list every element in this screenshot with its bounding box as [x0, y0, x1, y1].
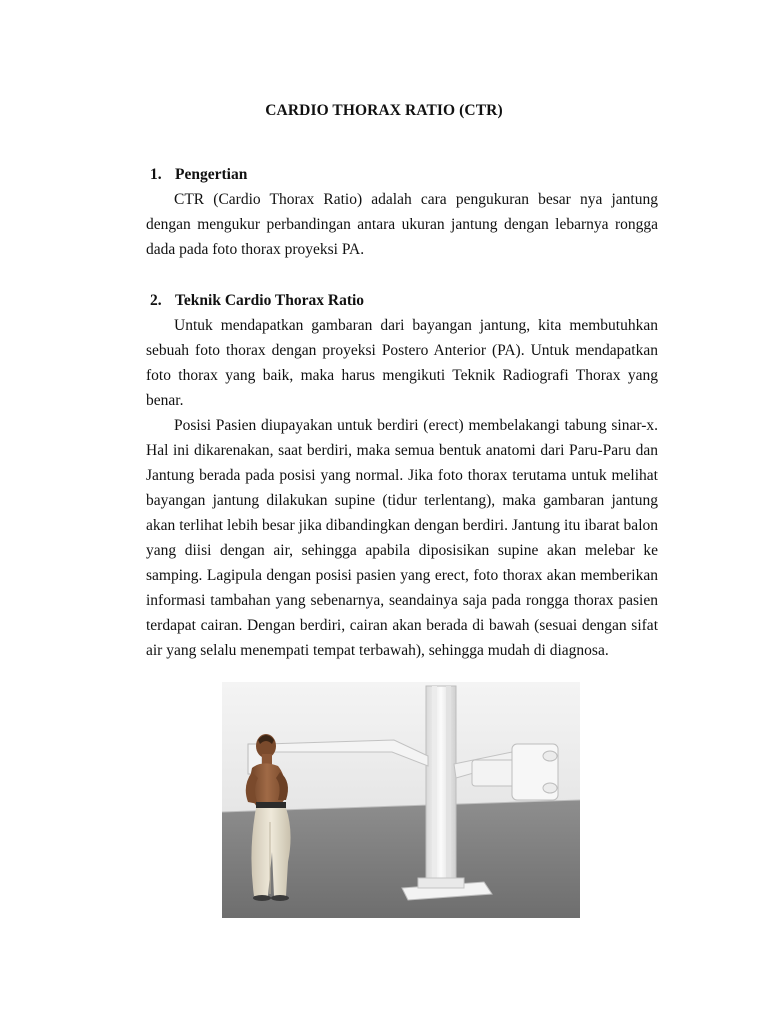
section-number: 1. — [150, 166, 162, 183]
section-number: 2. — [150, 292, 162, 309]
section-title: Teknik Cardio Thorax Ratio — [175, 292, 365, 309]
page-title: CARDIO THORAX RATIO (CTR) — [265, 102, 503, 119]
xray-positioning-illustration — [222, 682, 580, 918]
section-heading-pengertian — [150, 166, 247, 184]
paragraph-teknik-2: Posisi Pasien diupayakan untuk berdiri (erect) membelakangi tabung sinar-x. Hal ini dikarenakan, saat berdiri, maka semua bentuk anatomi dari Paru-Paru dan Jantung berada pada posisi yang normal. Jika foto thorax terutama untuk melihat bayangan jantung dilakukan supine (tidur terlentang), maka gambaran jantung akan terlihat lebih besar jika dibandingkan dengan berdiri. Jantung itu ibarat balon yang diisi dengan air, sehingga apabila diposisikan supine akan melebar ke samping. Lagipula dengan posisi pasien yang erect, foto thorax akan memberikan informasi tambahan yang sebenarnya, seandainya saja pada rongga thorax pasien terdapat cairan. Dengan berdiri, cairan akan berada di bawah (sesuai dengan sifat air yang selalu menempati tempat terbawah), sehingga mudah di diagnosa. — [146, 417, 658, 659]
section-heading-teknik — [150, 292, 364, 310]
paragraph-pengertian: CTR (Cardio Thorax Ratio) adalah cara pengukuran besar nya jantung dengan mengukur perbandingan antara ukuran jantung dengan lebarnya rongga dada pada foto thorax proyeksi PA. — [146, 191, 658, 258]
paragraph-teknik-1: Untuk mendapatkan gambaran dari bayangan jantung, kita membutuhkan sebuah foto thorax dengan proyeksi Postero Anterior (PA). Untuk mendapatkan foto thorax yang baik, maka harus mengikuti Teknik Radiografi Thorax yang benar. — [146, 317, 658, 409]
section-title: Pengertian — [175, 166, 248, 183]
